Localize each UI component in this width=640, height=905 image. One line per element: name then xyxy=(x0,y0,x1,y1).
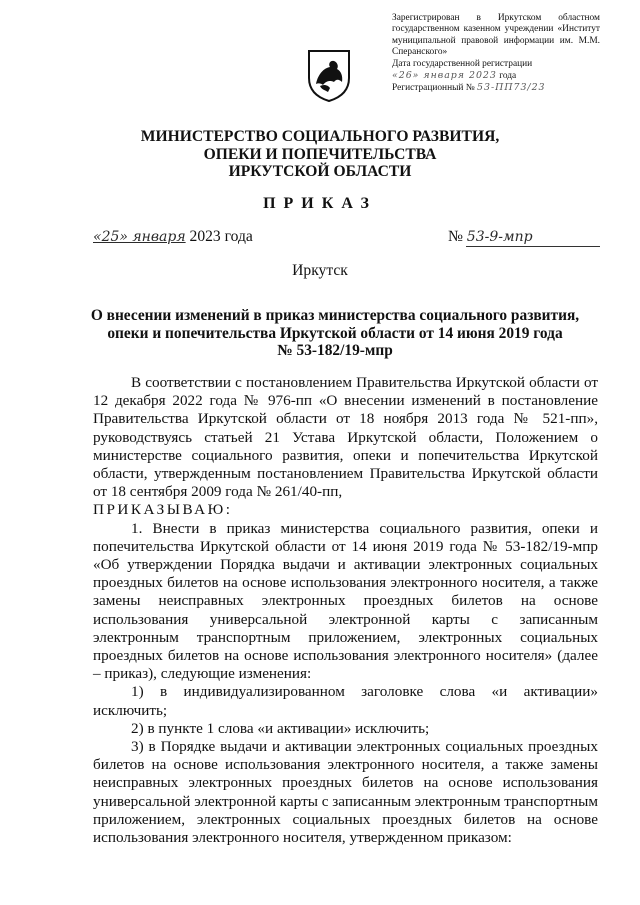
city: Иркутск xyxy=(292,262,348,279)
preamble-paragraph: В соответствии с постановлением Правительства Иркутской области от 12 декабря 2022 года № 976-пп «О внесении изменений в постановление Правительства Иркутской области от 18 ноября 2013 года № 521-пп», руководствуясь статьей 21 Устава Иркутской области, Положением о министерстве социального развития, опеки и попечительства Иркутской области, утвержденным постановлением Правительства Иркутской области от 18 сентября 2009 года № 261/40-пп, xyxy=(93,374,598,501)
document-type: ПРИКАЗ xyxy=(263,195,377,212)
subitem-3-paragraph: 3) в Порядке выдачи и активации электронных социальных проездных билетов на основе использования электронного носителя, а также замены неисправных электронных проездных билетов на основе использования универсальной электронной карты с записанным электронным транспортным приложением, электронных социальных проездных билетов на основе использования электронного носителя, утвержденном приказом: xyxy=(93,738,598,847)
registration-stamp xyxy=(392,13,600,95)
order-number-handwritten: 53-9-мпр xyxy=(466,229,533,245)
item-1-paragraph: 1. Внести в приказ министерства социального развития, опеки и попечительства Иркутской области от 14 июня 2019 года № 53-182/19-мпр «Об утверждении Порядка выдачи и активации электронных социальных проездных билетов на основе использования электронного носителя, а также замены неисправных электронных проездных билетов на основе использования универсальной электронной карты с записанным электронным транспортным приложением, электронных социальных проездных билетов на основе использования электронного носителя» (далее – приказ), следующие изменения: xyxy=(93,519,598,683)
ministry-line-3: ИРКУТСКОЙ ОБЛАСТИ xyxy=(228,163,412,180)
ministry-name xyxy=(0,128,640,181)
order-number-prefix: № xyxy=(448,228,463,245)
registration-number-row xyxy=(392,82,600,94)
ministry-line-2: ОПЕКИ И ПОПЕЧИТЕЛЬСТВА xyxy=(203,145,437,163)
registration-number-label: Регистрационный № xyxy=(392,83,475,94)
order-date-year: 2023 года xyxy=(189,228,253,245)
order-number-underline xyxy=(466,246,600,247)
order-date-handwritten: «25» января xyxy=(93,229,186,245)
registration-date-row xyxy=(392,70,600,82)
ministry-line-1: МИНИСТЕРСТВО СОЦИАЛЬНОГО РАЗВИТИЯ, xyxy=(140,128,500,145)
registration-number-handwritten: 53-ПП73/23 xyxy=(477,82,546,94)
coat-of-arms-icon xyxy=(306,48,352,102)
subject-line-1: О внесении изменений в приказ министерства социального развития, xyxy=(90,307,580,324)
order-word: ПРИКАЗЫВАЮ: xyxy=(93,501,233,519)
subject-line-3: № 53-182/19-мпр xyxy=(277,342,393,360)
order-date xyxy=(93,228,253,246)
registration-text: Зарегистрирован в Иркутском областном государственном казенном учреждении «Институт муниципальной правовой информации им. М.М. Сперанского» xyxy=(392,13,600,58)
registration-year-label: года xyxy=(499,71,517,82)
subitem-1-paragraph: 1) в индивидуализированном заголовке слова «и активации» исключить; xyxy=(93,683,598,719)
order-number xyxy=(448,228,600,246)
registration-date-label: Дата государственной регистрации xyxy=(392,58,533,69)
subitem-2-paragraph: 2) в пункте 1 слова «и активации» исключить; xyxy=(131,719,430,737)
registration-date-handwritten: «26» января 2023 xyxy=(392,70,497,82)
order-subject xyxy=(75,307,595,360)
order-body xyxy=(93,374,598,847)
subject-line-2: опеки и попечительства Иркутской области от 14 июня 2019 года xyxy=(107,324,563,342)
